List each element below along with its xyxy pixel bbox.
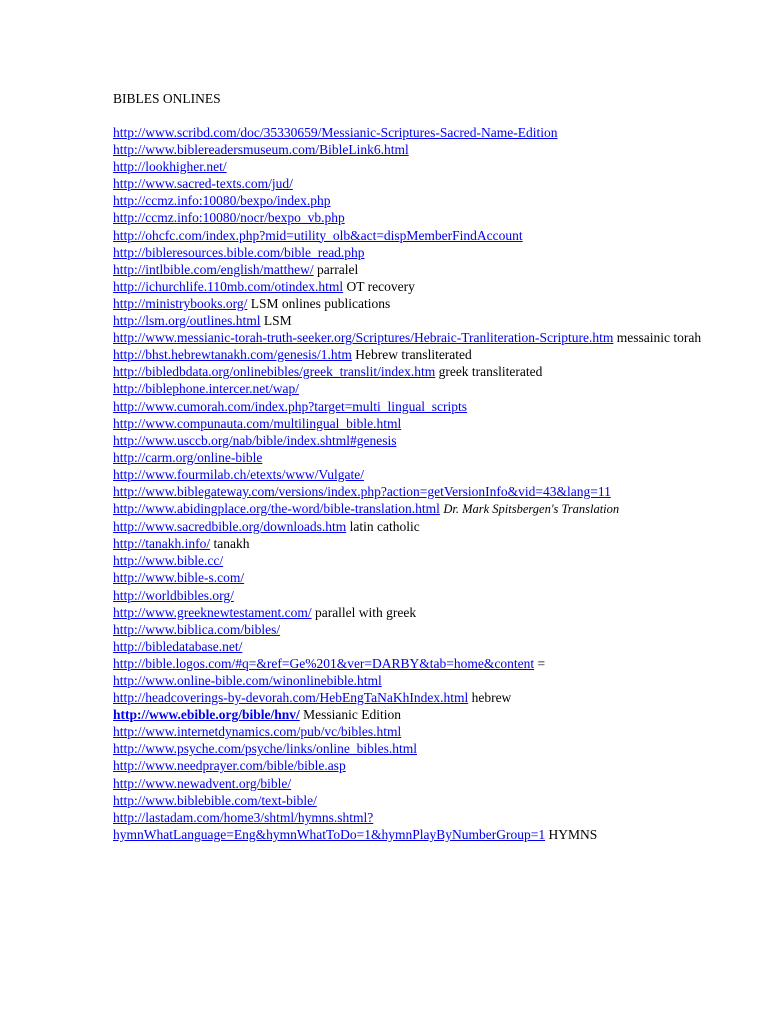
link-entry — [113, 809, 733, 843]
bible-site-link[interactable]: http://bibleresources.bible.com/bible_read.php — [113, 244, 365, 260]
link-entry — [113, 775, 733, 792]
link-note: Messianic Edition — [303, 707, 402, 723]
bible-site-link[interactable]: http://headcoverings-by-devorah.com/HebEngTaNaKhIndex.html — [113, 690, 469, 706]
link-entry — [113, 757, 733, 774]
bible-site-link[interactable]: http://www.fourmilab.ch/etexts/www/Vulgate/ — [113, 466, 365, 482]
link-entry — [113, 261, 733, 278]
link-entry — [113, 655, 733, 672]
bible-site-link[interactable]: http://www.usccb.org/nab/bible/index.shtml#genesis — [113, 432, 397, 448]
bible-site-link[interactable]: http://intlbible.com/english/matthew/ — [113, 261, 314, 277]
bible-site-link[interactable]: http://www.newadvent.org/bible/ — [113, 775, 292, 791]
bible-site-link[interactable]: http://www.psyche.com/psyche/links/online_bibles.html — [113, 741, 417, 757]
link-entry — [113, 604, 733, 621]
link-note: messainic torah — [616, 330, 702, 346]
link-entry — [113, 244, 733, 261]
bible-site-link[interactable]: http://www.cumorah.com/index.php?target=multi_lingual_scripts — [113, 398, 468, 414]
link-note: greek transliterated — [438, 364, 543, 380]
link-entry — [113, 380, 733, 397]
link-note: Dr. Mark Spitsbergen's Translation — [443, 502, 620, 517]
bible-site-link[interactable]: http://lastadam.com/home3/shtml/hymns.shtml?hymnWhatLanguage=Eng&hymnWhatToDo=1&hymnPlayByNumberGroup=1 — [113, 809, 546, 842]
bible-site-link[interactable]: http://www.internetdynamics.com/pub/vc/bibles.html — [113, 724, 402, 740]
link-entry — [113, 518, 733, 535]
bible-site-link[interactable]: http://ichurchlife.110mb.com/otindex.html — [113, 278, 344, 294]
link-entry — [113, 689, 733, 706]
link-entry — [113, 312, 733, 329]
link-entry — [113, 295, 733, 312]
link-note: HYMNS — [548, 826, 598, 842]
bible-site-link[interactable]: http://www.ebible.org/bible/hnv/ — [113, 707, 300, 723]
link-entry — [113, 363, 733, 380]
link-entry — [113, 569, 733, 586]
link-note: = — [537, 655, 546, 671]
link-note: parralel — [316, 261, 359, 277]
link-list — [113, 124, 733, 843]
link-entry — [113, 500, 733, 518]
link-entry — [113, 740, 733, 757]
link-note: Hebrew transliterated — [355, 347, 472, 363]
bible-site-link[interactable]: http://www.abidingplace.org/the-word/bible-translation.html — [113, 501, 440, 517]
bible-site-link[interactable]: http://tanakh.info/ — [113, 536, 211, 552]
link-entry — [113, 432, 733, 449]
link-entry — [113, 158, 733, 175]
link-entry — [113, 792, 733, 809]
link-entry — [113, 535, 733, 552]
bible-site-link[interactable]: http://www.messianic-torah-truth-seeker.org/Scriptures/Hebraic-Tranliteration-Scripture.htm — [113, 330, 614, 346]
link-entry — [113, 175, 733, 192]
bible-site-link[interactable]: http://www.bible-s.com/ — [113, 570, 245, 586]
bible-site-link[interactable]: http://www.compunauta.com/multilingual_bible.html — [113, 415, 402, 431]
bible-site-link[interactable]: http://carm.org/online-bible — [113, 449, 263, 465]
link-entry — [113, 398, 733, 415]
bible-site-link[interactable]: http://www.sacredbible.org/downloads.htm — [113, 519, 347, 535]
link-note: latin catholic — [349, 519, 420, 535]
document-page — [113, 90, 733, 843]
link-entry — [113, 638, 733, 655]
bible-site-link[interactable]: http://bibledatabase.net/ — [113, 638, 243, 654]
link-entry — [113, 672, 733, 689]
bible-site-link[interactable]: http://bible.logos.com/#q=&ref=Ge%201&ver=DARBY&tab=home&content — [113, 655, 535, 671]
link-entry — [113, 552, 733, 569]
bible-site-link[interactable]: http://www.biblica.com/bibles/ — [113, 621, 281, 637]
link-entry — [113, 483, 733, 500]
bible-site-link[interactable]: http://worldbibles.org/ — [113, 587, 234, 603]
link-note: tanakh — [213, 536, 250, 552]
bible-site-link[interactable]: http://ccmz.info:10080/nocr/bexpo_vb.php — [113, 210, 345, 226]
link-entry — [113, 346, 733, 363]
bible-site-link[interactable]: http://ministrybooks.org/ — [113, 295, 248, 311]
link-note: LSM — [263, 313, 292, 329]
bible-site-link[interactable]: http://bibledbdata.org/onlinebibles/greek_translit/index.htm — [113, 364, 436, 380]
link-note: hebrew — [471, 690, 512, 706]
link-entry — [113, 706, 733, 723]
link-entry — [113, 723, 733, 740]
link-entry — [113, 141, 733, 158]
link-note: parallel with greek — [314, 604, 417, 620]
bible-site-link[interactable]: http://ohcfc.com/index.php?mid=utility_olb&act=dispMemberFindAccount — [113, 227, 523, 243]
bible-site-link[interactable]: http://biblephone.intercer.net/wap/ — [113, 381, 299, 397]
link-entry — [113, 192, 733, 209]
link-entry — [113, 329, 733, 346]
bible-site-link[interactable]: http://lookhigher.net/ — [113, 159, 227, 175]
link-entry — [113, 227, 733, 244]
bible-site-link[interactable]: http://bhst.hebrewtanakh.com/genesis/1.htm — [113, 347, 352, 363]
link-entry — [113, 415, 733, 432]
link-note: LSM onlines publications — [250, 295, 391, 311]
bible-site-link[interactable]: http://www.scribd.com/doc/35330659/Messianic-Scriptures-Sacred-Name-Edition — [113, 125, 558, 140]
bible-site-link[interactable]: http://ccmz.info:10080/bexpo/index.php — [113, 193, 331, 209]
link-entry — [113, 587, 733, 604]
bible-site-link[interactable]: http://www.online-bible.com/winonlinebible.html — [113, 673, 382, 688]
link-entry — [113, 278, 733, 295]
bible-site-link[interactable]: http://www.biblereadersmuseum.com/BibleLink6.html — [113, 142, 409, 158]
document-title: BIBLES ONLINES — [113, 91, 221, 106]
bible-site-link[interactable]: http://lsm.org/outlines.html — [113, 313, 261, 329]
link-entry — [113, 466, 733, 483]
link-entry — [113, 449, 733, 466]
link-entry — [113, 621, 733, 638]
bible-site-link[interactable]: http://www.needprayer.com/bible/bible.asp — [113, 758, 346, 774]
link-entry — [113, 209, 733, 226]
bible-site-link[interactable]: http://www.bible.cc/ — [113, 553, 224, 569]
bible-site-link[interactable]: http://www.biblegateway.com/versions/index.php?action=getVersionInfo&vid=43&lang=11 — [113, 483, 611, 499]
link-note: OT recovery — [346, 278, 415, 294]
bible-site-link[interactable]: http://www.sacred-texts.com/jud/ — [113, 176, 293, 192]
link-entry — [113, 124, 733, 141]
bible-site-link[interactable]: http://www.biblebible.com/text-bible/ — [113, 792, 317, 808]
bible-site-link[interactable]: http://www.greeknewtestament.com/ — [113, 604, 312, 620]
